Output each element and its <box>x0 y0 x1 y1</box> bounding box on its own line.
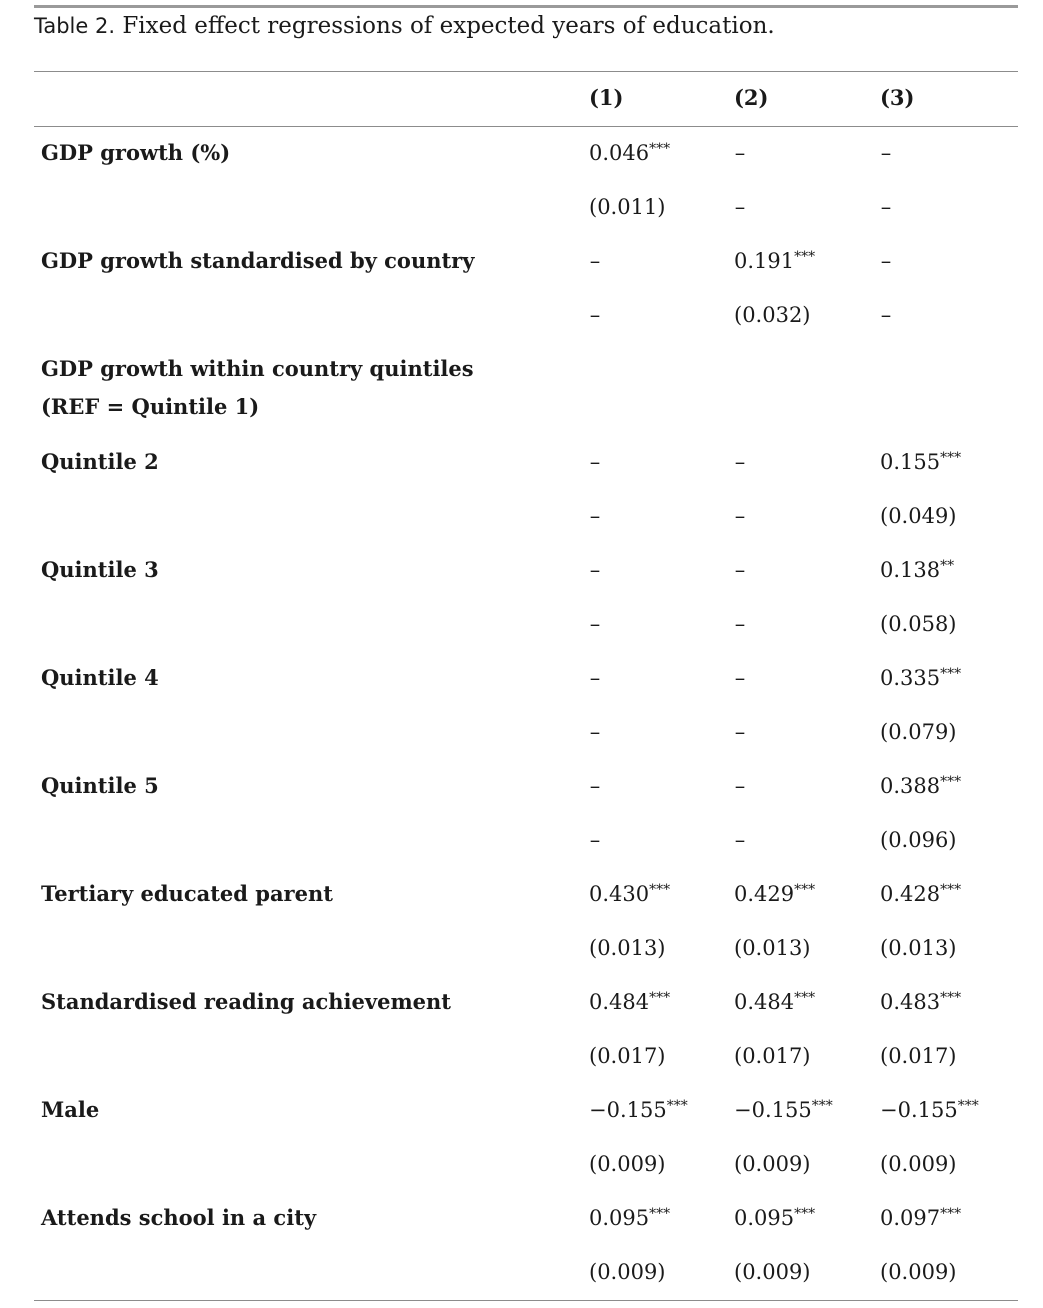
standard-error-cell <box>880 933 957 963</box>
cell-value: 0.097 <box>880 1206 941 1230</box>
cell-value: – <box>734 666 746 690</box>
table-caption <box>34 10 775 42</box>
standard-error-cell <box>880 1257 957 1287</box>
standard-error-cell <box>589 1257 666 1287</box>
coefficient-cell <box>734 987 815 1017</box>
cell-value: (0.009) <box>734 1152 811 1176</box>
header-top-rule <box>34 71 1018 72</box>
cell-value: (0.009) <box>589 1260 666 1284</box>
caption-title: Fixed effect regressions of expected years of education. <box>122 13 775 39</box>
cell-value: – <box>734 195 746 219</box>
empty-cell-dash <box>588 825 602 855</box>
table-bottom-rule <box>34 1300 1018 1301</box>
row-label: Quintile 5 <box>41 773 159 798</box>
standard-error-cell <box>734 1041 811 1071</box>
cell-value: (0.009) <box>589 1152 666 1176</box>
cell-value: 0.428 <box>880 882 941 906</box>
cell-value: – <box>734 141 746 165</box>
coefficient-cell <box>589 879 670 909</box>
cell-value: (0.009) <box>880 1152 957 1176</box>
standard-error-cell <box>880 1149 957 1179</box>
cell-value: – <box>734 558 746 582</box>
column-header-2: (2) <box>734 85 769 110</box>
row-label: Standardised reading achievement <box>41 989 452 1014</box>
cell-value: 0.430 <box>589 882 650 906</box>
standard-error-cell <box>589 1149 666 1179</box>
coefficient-cell <box>734 879 815 909</box>
cell-value: (0.058) <box>880 612 957 636</box>
cell-value: – <box>589 303 601 327</box>
significance-stars: *** <box>649 882 671 898</box>
cell-value: – <box>589 720 601 744</box>
empty-cell-dash <box>733 771 747 801</box>
empty-cell-dash <box>588 246 602 276</box>
row-label: GDP growth within country quintiles <box>41 356 474 381</box>
standard-error-cell <box>734 1149 811 1179</box>
coefficient-cell <box>880 987 961 1017</box>
cell-value: 0.095 <box>589 1206 650 1230</box>
cell-value: – <box>880 249 892 273</box>
cell-value: – <box>589 612 601 636</box>
empty-cell-dash <box>588 300 602 330</box>
header-bottom-rule <box>34 126 1018 127</box>
coefficient-cell <box>734 246 815 276</box>
row-label: GDP growth (%) <box>41 140 231 165</box>
significance-stars: *** <box>649 141 671 157</box>
empty-cell-dash <box>733 717 747 747</box>
significance-stars: *** <box>940 990 962 1006</box>
row-label: Quintile 2 <box>41 449 159 474</box>
empty-cell-dash <box>588 501 602 531</box>
cell-value: – <box>589 249 601 273</box>
coefficient-cell <box>880 879 961 909</box>
cell-value: −0.155 <box>734 1098 812 1122</box>
significance-stars: *** <box>649 990 671 1006</box>
cell-value: – <box>734 612 746 636</box>
cell-value: – <box>880 303 892 327</box>
standard-error-cell <box>880 1041 957 1071</box>
caption-label: Table 2. <box>34 14 116 38</box>
standard-error-cell <box>734 300 811 330</box>
standard-error-cell <box>880 609 957 639</box>
empty-cell-dash <box>879 138 893 168</box>
cell-value: (0.049) <box>880 504 957 528</box>
cell-value: – <box>734 504 746 528</box>
cell-value: – <box>734 774 746 798</box>
coefficient-cell <box>880 663 961 693</box>
empty-cell-dash <box>733 192 747 222</box>
cell-value: – <box>589 828 601 852</box>
significance-stars: *** <box>794 882 816 898</box>
empty-cell-dash <box>588 555 602 585</box>
cell-value: (0.017) <box>589 1044 666 1068</box>
empty-cell-dash <box>733 501 747 531</box>
significance-stars: *** <box>794 990 816 1006</box>
cell-value: 0.335 <box>880 666 941 690</box>
standard-error-cell <box>589 192 666 222</box>
empty-cell-dash <box>879 300 893 330</box>
significance-stars: *** <box>940 1206 962 1222</box>
cell-value: 0.429 <box>734 882 795 906</box>
cell-value: 0.138 <box>880 558 941 582</box>
cell-value: – <box>734 450 746 474</box>
standard-error-cell <box>734 933 811 963</box>
cell-value: – <box>880 195 892 219</box>
coefficient-cell <box>734 1095 833 1125</box>
significance-stars: *** <box>649 1206 671 1222</box>
standard-error-cell <box>734 1257 811 1287</box>
significance-stars: *** <box>940 450 962 466</box>
row-label: Quintile 4 <box>41 665 159 690</box>
coefficient-cell <box>734 1203 815 1233</box>
significance-stars: *** <box>794 249 816 265</box>
empty-cell-dash <box>733 555 747 585</box>
empty-cell-dash <box>879 192 893 222</box>
cell-value: 0.095 <box>734 1206 795 1230</box>
significance-stars: *** <box>666 1098 688 1114</box>
cell-value: (0.011) <box>589 195 666 219</box>
cell-value: (0.017) <box>880 1044 957 1068</box>
cell-value: (0.017) <box>734 1044 811 1068</box>
standard-error-cell <box>589 933 666 963</box>
cell-value: 0.484 <box>589 990 650 1014</box>
cell-value: (0.013) <box>734 936 811 960</box>
cell-value: (0.079) <box>880 720 957 744</box>
row-label: Male <box>41 1097 100 1122</box>
standard-error-cell <box>880 717 957 747</box>
significance-stars: *** <box>940 774 962 790</box>
coefficient-cell <box>880 447 961 477</box>
empty-cell-dash <box>733 663 747 693</box>
column-header-3: (3) <box>880 85 915 110</box>
standard-error-cell <box>589 1041 666 1071</box>
cell-value: 0.483 <box>880 990 941 1014</box>
coefficient-cell <box>880 1095 979 1125</box>
row-label: (REF = Quintile 1) <box>41 394 260 419</box>
cell-value: 0.484 <box>734 990 795 1014</box>
empty-cell-dash <box>733 447 747 477</box>
row-label: Attends school in a city <box>41 1205 317 1230</box>
standard-error-cell <box>880 501 957 531</box>
cell-value: – <box>589 450 601 474</box>
coefficient-cell <box>589 138 670 168</box>
coefficient-cell <box>589 1095 688 1125</box>
empty-cell-dash <box>733 825 747 855</box>
empty-cell-dash <box>879 246 893 276</box>
empty-cell-dash <box>733 609 747 639</box>
column-header-1: (1) <box>589 85 624 110</box>
coefficient-cell <box>880 1203 961 1233</box>
coefficient-cell <box>589 1203 670 1233</box>
coefficient-cell <box>880 771 961 801</box>
cell-value: (0.032) <box>734 303 811 327</box>
cell-value: (0.009) <box>734 1260 811 1284</box>
cell-value: – <box>880 141 892 165</box>
coefficient-cell <box>589 987 670 1017</box>
empty-cell-dash <box>733 138 747 168</box>
significance-stars: *** <box>940 882 962 898</box>
row-label: Tertiary educated parent <box>41 881 333 906</box>
row-label: Quintile 3 <box>41 557 159 582</box>
empty-cell-dash <box>588 717 602 747</box>
cell-value: −0.155 <box>880 1098 958 1122</box>
cell-value: 0.388 <box>880 774 941 798</box>
cell-value: – <box>734 720 746 744</box>
cell-value: 0.191 <box>734 249 795 273</box>
significance-stars: *** <box>794 1206 816 1222</box>
empty-cell-dash <box>588 609 602 639</box>
cell-value: (0.013) <box>589 936 666 960</box>
cell-value: – <box>589 774 601 798</box>
cell-value: (0.013) <box>880 936 957 960</box>
cell-value: (0.096) <box>880 828 957 852</box>
row-label: GDP growth standardised by country <box>41 248 475 273</box>
coefficient-cell <box>880 555 954 585</box>
empty-cell-dash <box>588 771 602 801</box>
cell-value: – <box>589 666 601 690</box>
significance-stars: ** <box>940 558 955 574</box>
significance-stars: *** <box>811 1098 833 1114</box>
cell-value: – <box>589 504 601 528</box>
significance-stars: *** <box>940 666 962 682</box>
empty-cell-dash <box>588 663 602 693</box>
cell-value: (0.009) <box>880 1260 957 1284</box>
standard-error-cell <box>880 825 957 855</box>
cell-value: 0.046 <box>589 141 650 165</box>
cell-value: – <box>734 828 746 852</box>
cell-value: – <box>589 558 601 582</box>
significance-stars: *** <box>957 1098 979 1114</box>
cell-value: −0.155 <box>589 1098 667 1122</box>
cell-value: 0.155 <box>880 450 941 474</box>
empty-cell-dash <box>588 447 602 477</box>
top-rule <box>34 5 1018 8</box>
